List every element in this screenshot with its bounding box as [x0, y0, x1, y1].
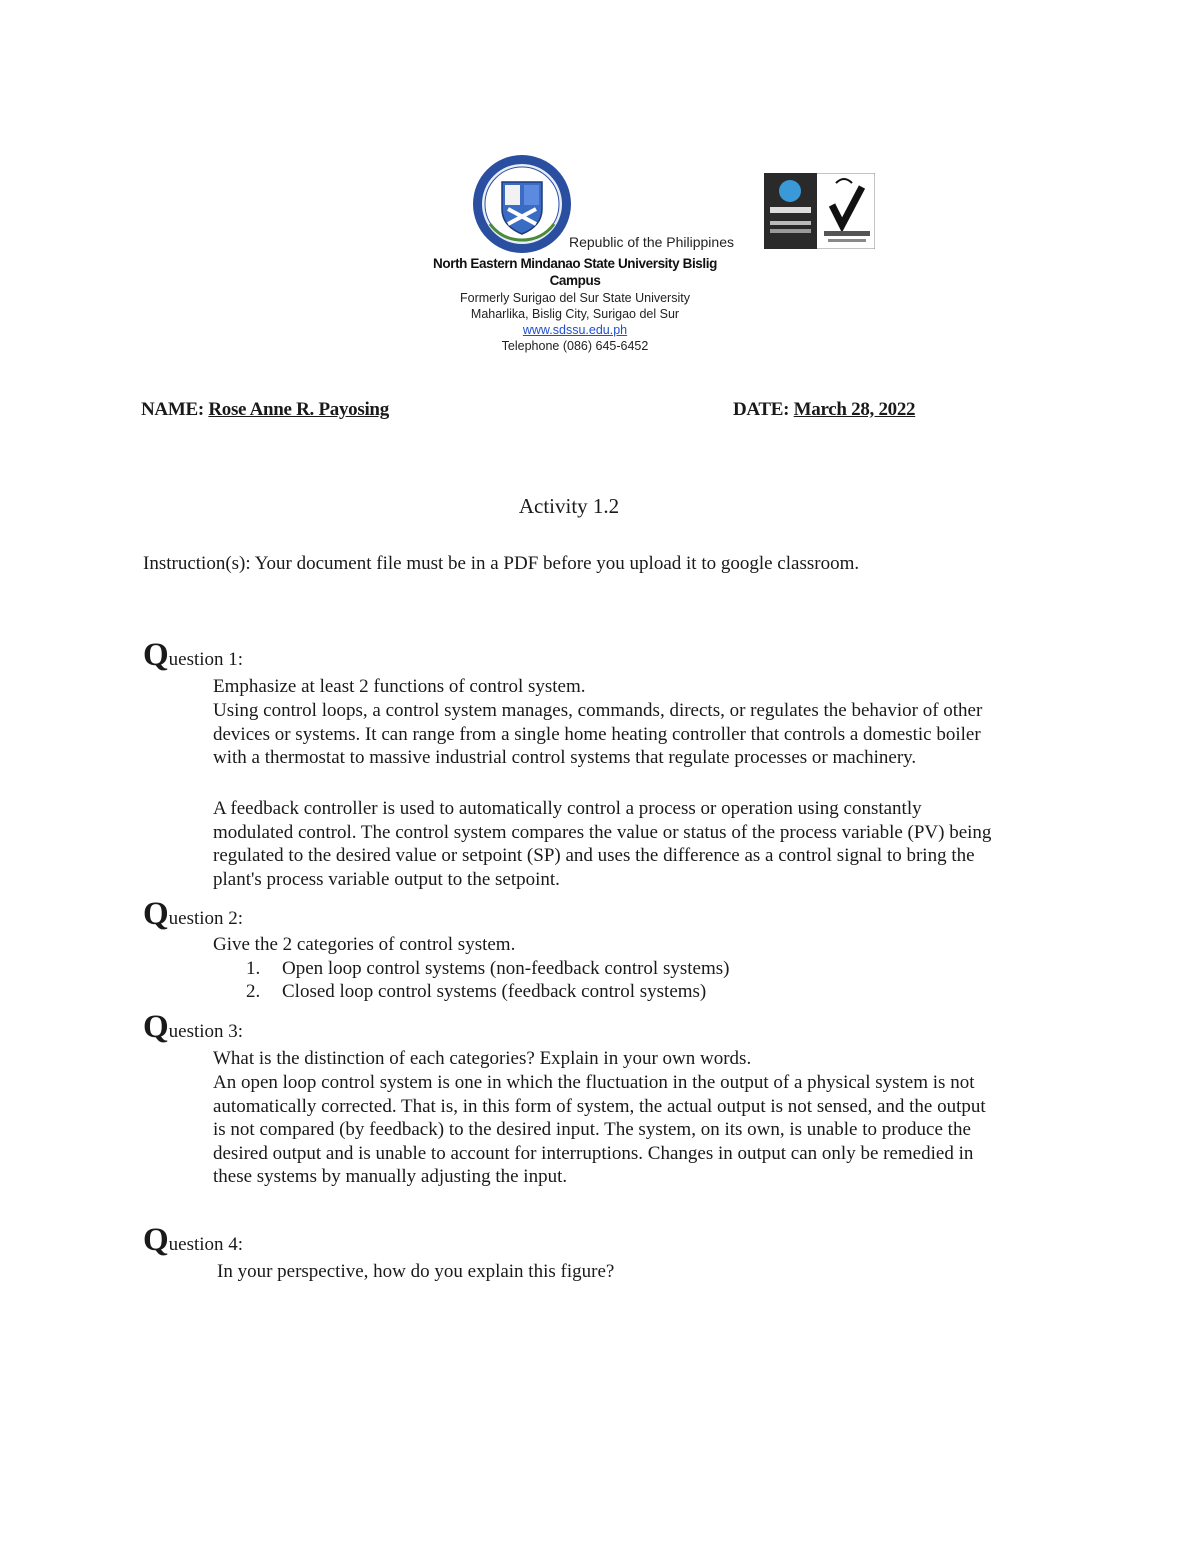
question-1-prompt: Emphasize at least 2 functions of control system.	[213, 676, 586, 697]
question-2-label: uestion 2:	[168, 908, 244, 929]
university-name-line2: Campus	[549, 273, 601, 288]
university-seal-logo	[472, 154, 572, 254]
question-3-heading	[143, 1009, 243, 1046]
date-field	[733, 399, 915, 421]
answer-line: plant's process variable output to the setpoint.	[213, 868, 560, 890]
question-3-prompt: What is the distinction of each categories? Explain in your own words.	[213, 1048, 752, 1069]
answer-line: desired output and is unable to account for interruptions. Changes in output can only be remedied in	[213, 1142, 974, 1164]
list-item-number: 1.	[246, 958, 261, 979]
address-line: Maharlika, Bislig City, Surigao del Sur	[470, 307, 680, 321]
question-3-answer	[213, 1071, 986, 1189]
list-item-text: Closed loop control systems (feedback control systems)	[282, 981, 707, 1002]
formerly-line: Formerly Surigao del Sur State University	[460, 291, 690, 305]
website-line	[385, 323, 765, 337]
question-4-prompt: In your perspective, how do you explain this figure?	[217, 1261, 615, 1282]
list-item	[246, 958, 729, 980]
answer-line: is not compared (by feedback) to the desired input. The system, on its own, is unable to produce the	[213, 1119, 971, 1141]
republic-line: Republic of the Philippines	[569, 234, 734, 250]
question-1-initial: Q	[143, 637, 169, 673]
answer-line: A feedback controller is used to automatically control a process or operation using constantly	[213, 798, 922, 819]
telephone-line: Telephone (086) 645-6452	[501, 339, 649, 353]
question-4-initial: Q	[143, 1222, 169, 1258]
iso-certification-logo	[764, 173, 875, 249]
answer-line: these systems by manually adjusting the input.	[213, 1166, 568, 1188]
question-3-initial: Q	[143, 1009, 169, 1045]
instruction-text: Instruction(s): Your document file must be in a PDF before you upload it to google classroom.	[143, 553, 860, 574]
name-value: Rose Anne R. Payosing	[208, 399, 389, 420]
list-item-number: 2.	[246, 981, 261, 1002]
website-link[interactable]: www.sdssu.edu.ph	[522, 323, 628, 337]
date-label: DATE:	[733, 399, 790, 420]
question-1-answer-para-2	[213, 797, 991, 891]
answer-line: modulated control. The control system compares the value or status of the process variable (PV) being	[213, 821, 992, 843]
activity-title: Activity 1.2	[518, 494, 620, 518]
question-2-prompt: Give the 2 categories of control system.	[213, 934, 516, 955]
question-1-label: uestion 1:	[168, 649, 244, 670]
question-2-initial: Q	[143, 896, 169, 932]
question-4-label: uestion 4:	[168, 1234, 244, 1255]
university-name	[385, 255, 765, 289]
answer-line: automatically corrected. That is, in this form of system, the actual output is not sensed, and the output	[213, 1095, 986, 1117]
date-value: March 28, 2022	[793, 399, 916, 420]
answer-line: regulated to the desired value or setpoint (SP) and uses the difference as a control signal to bring the	[213, 845, 975, 867]
list-item	[246, 981, 706, 1003]
name-field	[141, 399, 389, 421]
answer-line: devices or systems. It can range from a single home heating controller that controls a domestic boiler	[213, 723, 981, 745]
question-1-heading	[143, 637, 243, 674]
list-item-text: Open loop control systems (non-feedback control systems)	[282, 958, 730, 979]
answer-line: Using control loops, a control system manages, commands, directs, or regulates the behavior of other	[213, 700, 983, 721]
question-2-heading	[143, 896, 243, 933]
answer-line: with a thermostat to massive industrial control systems that regulate processes or machinery.	[213, 747, 917, 769]
question-4-heading	[143, 1222, 243, 1259]
question-3-label: uestion 3:	[168, 1021, 244, 1042]
answer-line: An open loop control system is one in which the fluctuation in the output of a physical system is not	[213, 1072, 975, 1093]
name-label: NAME:	[141, 399, 204, 420]
university-name-line1: North Eastern Mindanao State University Bislig	[433, 256, 717, 271]
question-1-answer-para-1	[213, 699, 982, 770]
